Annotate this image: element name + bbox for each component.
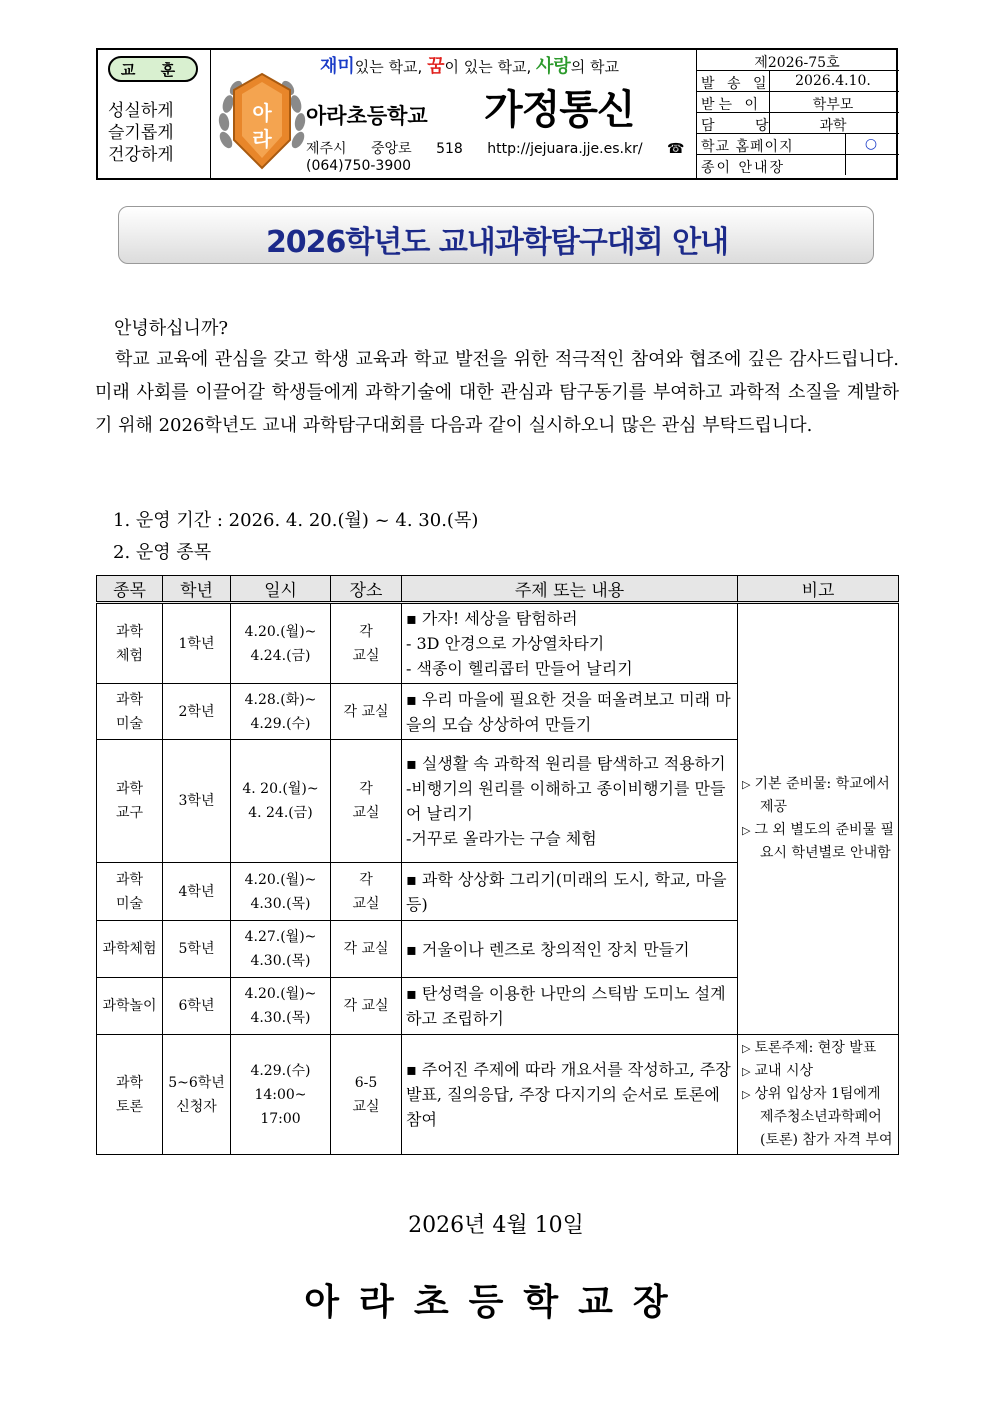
content-cell: ▪ 실생활 속 과학적 원리를 탐색하고 적용하기 -비행기의 원리를 이해하고 종이비행기를 만들어 날리기 -거꾸로 올라가는 구슬 체험: [402, 740, 738, 863]
event-cell: 과학체험: [97, 921, 163, 978]
place-cell: 6-5 교실: [331, 1035, 402, 1155]
note-item: ▷ 상위 입상자 1팀에게 제주청소년과학페어(토론) 참가 자격 부여: [742, 1086, 893, 1148]
events-table: [96, 575, 899, 1155]
place-cell: 각 교실: [331, 921, 402, 978]
content-cell: ▪ 가자! 세상을 탐험하러 - 3D 안경으로 가상열차타기 - 색종이 헬리콥터 만들어 날리기: [402, 603, 738, 684]
slogan-keyword-dream: 꿈: [427, 56, 445, 77]
school-slogan: [320, 52, 700, 78]
note-item: ▷ 그 외 별도의 준비물 필요시 학년별로 안내함: [742, 822, 894, 861]
content-cell: ▪ 탄성력을 이용한 나만의 스틱밤 도미노 설계하고 조립하기: [402, 978, 738, 1035]
motto-badge: 교 훈: [108, 56, 198, 82]
operation-period: 1. 운영 기간 : 2026. 4. 20.(월) ~ 4. 30.(목): [113, 510, 479, 531]
homepage-mark: ○: [864, 136, 878, 152]
motto-line: 슬기롭게: [108, 123, 174, 143]
homepage-link[interactable]: http://jejuara.jje.es.kr/: [487, 141, 643, 157]
event-cell: 과학 미술: [97, 684, 163, 740]
operation-events-heading: 2. 운영 종목: [113, 542, 212, 563]
manager-row: [697, 113, 899, 134]
address-road: 중앙로: [371, 141, 412, 157]
send-date-label: 발 송 일: [701, 76, 771, 92]
date-cell: 4.29.(수) 14:00~ 17:00: [231, 1035, 331, 1155]
note-cell-debate: [738, 1035, 899, 1155]
header-place: 장소: [331, 576, 402, 603]
issue-date: 2026년 4월 10일: [408, 1213, 584, 1238]
content-cell: ▪ 주어진 주제에 따라 개요서를 작성하고, 주장 발표, 질의응답, 주장 다지기의 순서로 토론에 참여: [402, 1035, 738, 1155]
grade-cell: 4학년: [163, 863, 231, 921]
motto-line: 성실하게: [108, 101, 174, 121]
note-item: ▷ 토론주제: 현장 발표: [742, 1040, 877, 1056]
school-motto: [98, 50, 211, 178]
slogan-text: 있는 학교,: [354, 58, 423, 76]
motto-lines: [108, 100, 200, 166]
grade-cell: 5~6학년 신청자: [163, 1035, 231, 1155]
school-logo-icon: [216, 70, 308, 174]
motto-line: 건강하게: [108, 145, 174, 165]
document-info-table: [696, 50, 898, 178]
slogan-text: 의 학교: [570, 58, 620, 76]
date-cell: 4.20.(월)~ 4.30.(목): [231, 863, 331, 921]
recipient-label: 받는 이: [701, 97, 763, 113]
intro-paragraph: 학교 교육에 관심을 갖고 학생 교육과 학교 발전을 위한 적극적인 참여와 협조에 깊은 감사드립니다. 미래 사회를 이끌어갈 학생들에게 과학기술에 대한 관심과 탐구동기를 부여하고 과학적 소질을 계발하기 위해 2026학년도 교내 과학탐구대회를 다음과 같이 실시하오니 많은 관심 부탁드립니다.: [95, 349, 899, 436]
content-cell: ▪ 우리 마을에 필요한 것을 떠올려보고 미래 마을의 모습 상상하여 만들기: [402, 684, 738, 740]
phone-icon: ☎: [667, 141, 685, 157]
newsletter-header: [96, 48, 898, 180]
date-cell: 4.20.(월)~ 4.24.(금): [231, 603, 331, 684]
header-grade: 학년: [163, 576, 231, 603]
date-cell: 4.20.(월)~ 4.30.(목): [231, 978, 331, 1035]
phone-number: (064)750-3900: [306, 158, 412, 174]
grade-cell: 6학년: [163, 978, 231, 1035]
address-city: 제주시: [306, 141, 347, 157]
grade-cell: 2학년: [163, 684, 231, 740]
event-cell: 과학놀이: [97, 978, 163, 1035]
school-address: [306, 138, 684, 158]
event-cell: 과학 체험: [97, 603, 163, 684]
content-cell: ▪ 과학 상상화 그리기(미래의 도시, 학교, 마을 등): [402, 863, 738, 921]
place-cell: 각 교실: [331, 684, 402, 740]
principal-signature: 아라초등학교장: [304, 1281, 688, 1323]
manager: 과학: [819, 118, 847, 134]
issue-number: 제2026-75호: [754, 55, 840, 71]
issue-number-row: [697, 50, 899, 71]
slogan-keyword-love: 사랑: [536, 56, 571, 77]
greeting: 안녕하십니까?: [114, 318, 228, 339]
document-title: 2026학년도 교내과학탐구대회 안내: [265, 225, 729, 260]
send-date: 2026.4.10.: [795, 73, 871, 89]
homepage-row: [697, 134, 899, 155]
place-cell: 각 교실: [331, 740, 402, 863]
event-cell: 과학 교구: [97, 740, 163, 863]
note-item: ▷ 교내 시상: [742, 1063, 814, 1079]
slogan-keyword-fun: 재미: [320, 56, 355, 77]
header-content: 주제 또는 내용: [402, 576, 738, 603]
homepage-label: 학교 홈페이지: [701, 139, 794, 155]
svg-text:라: 라: [252, 127, 272, 151]
recipient: 학부모: [812, 97, 854, 113]
table-header-row: [97, 576, 899, 603]
grade-cell: 1학년: [163, 603, 231, 684]
table-row: [97, 603, 899, 684]
recipient-row: [697, 92, 899, 113]
place-cell: 각 교실: [331, 603, 402, 684]
note-item: ▷ 기본 준비물: 학교에서 제공: [742, 776, 890, 815]
place-cell: 각 교실: [331, 978, 402, 1035]
table-row: [97, 1035, 899, 1155]
event-cell: 과학 미술: [97, 863, 163, 921]
slogan-text: 이 있는 학교,: [444, 58, 532, 76]
grade-cell: 5학년: [163, 921, 231, 978]
grade-cell: 3학년: [163, 740, 231, 863]
address-number: 518: [436, 141, 463, 157]
date-cell: 4.27.(월)~ 4.30.(목): [231, 921, 331, 978]
date-cell: 4. 20.(월)~ 4. 24.(금): [231, 740, 331, 863]
school-name: 아라초등학교: [306, 104, 428, 128]
manager-label: 담 당: [701, 118, 787, 134]
content-cell: ▪ 거울이나 렌즈로 창의적인 장치 만들기: [402, 921, 738, 978]
place-cell: 각 교실: [331, 863, 402, 921]
header-note: 비고: [738, 576, 899, 603]
header-event: 종목: [97, 576, 163, 603]
header-date: 일시: [231, 576, 331, 603]
paper-notice-row: [697, 155, 899, 176]
title-banner: [118, 206, 874, 264]
send-date-row: [697, 71, 899, 92]
note-cell-common: [738, 603, 899, 1035]
date-cell: 4.28.(화)~ 4.29.(수): [231, 684, 331, 740]
newsletter-name: 가정통신: [484, 87, 635, 133]
event-cell: 과학 토론: [97, 1035, 163, 1155]
paper-notice-label: 종이 안내장: [701, 160, 786, 176]
svg-text:아: 아: [252, 101, 272, 125]
